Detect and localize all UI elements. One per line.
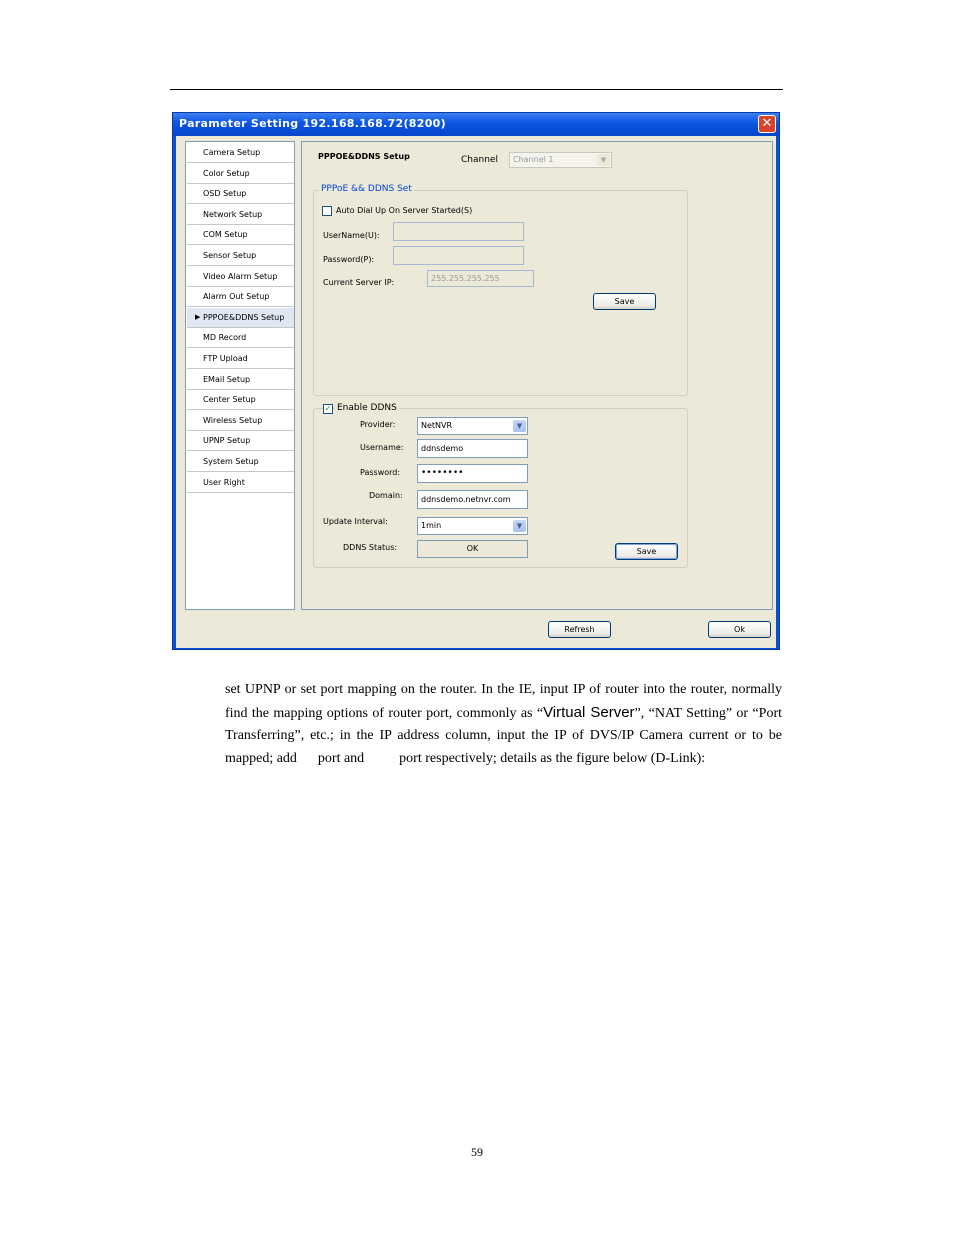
provider-label: Provider:: [360, 420, 396, 429]
chevron-down-icon: ▼: [513, 420, 526, 432]
update-interval-value: 1min: [421, 521, 442, 530]
settings-sidebar: [185, 141, 295, 610]
server-ip-field: 255.255.255.255: [427, 270, 534, 287]
sidebar-item[interactable]: [187, 164, 294, 184]
ddns-username-label: Username:: [360, 443, 404, 452]
window-title: Parameter Setting 192.168.168.72(8200): [179, 117, 446, 130]
ok-button[interactable]: Ok: [708, 621, 771, 638]
pppoe-username-input[interactable]: [393, 222, 524, 241]
pppoe-save-button[interactable]: Save: [593, 293, 656, 310]
sidebar-item[interactable]: [187, 287, 294, 307]
sidebar-item-label: Wireless Setup: [203, 415, 263, 425]
sidebar-item[interactable]: [187, 246, 294, 266]
update-interval-label: Update Interval:: [323, 517, 388, 526]
server-ip-label: Current Server IP:: [323, 278, 395, 287]
sidebar-item-label: OSD Setup: [203, 189, 247, 199]
sidebar-item-label: EMail Setup: [203, 374, 251, 384]
refresh-button[interactable]: Refresh: [548, 621, 611, 638]
sidebar-item[interactable]: [187, 411, 294, 431]
body-paragraph: [225, 679, 782, 770]
sidebar-item-label: Network Setup: [203, 209, 263, 219]
ddns-save-button[interactable]: Save: [615, 543, 678, 560]
sidebar-item[interactable]: [187, 308, 294, 328]
page-number: 59: [471, 1145, 483, 1159]
pppoe-username-label: UserName(U):: [323, 231, 380, 240]
sidebar-item[interactable]: [187, 370, 294, 390]
ddns-status-field: OK: [417, 540, 528, 558]
sidebar-item-label: Video Alarm Setup: [203, 271, 278, 281]
sidebar-item[interactable]: [187, 267, 294, 287]
domain-label: Domain:: [369, 491, 403, 500]
sidebar-item[interactable]: [187, 452, 294, 472]
selected-arrow-icon: ▶: [195, 312, 201, 321]
chevron-down-icon: ▼: [597, 154, 610, 166]
auto-dial-checkbox[interactable]: [322, 206, 332, 216]
sidebar-item-label: MD Record: [203, 333, 247, 343]
sidebar-item-label: COM Setup: [203, 230, 248, 240]
sidebar-item-label: Color Setup: [203, 168, 250, 178]
pppoe-group-title: PPPoE && DDNS Set: [321, 184, 412, 194]
enable-ddns-checkbox[interactable]: ✓: [324, 404, 332, 413]
sidebar-item[interactable]: [187, 143, 294, 163]
sidebar-item[interactable]: [187, 328, 294, 348]
chevron-down-icon: ▼: [513, 520, 526, 532]
update-interval-select[interactable]: [417, 517, 528, 535]
sidebar-item[interactable]: [187, 431, 294, 451]
panel-title: PPPOE&DDNS Setup: [318, 152, 410, 161]
sidebar-item-label: System Setup: [203, 457, 259, 466]
dialog-client-area: [176, 136, 776, 648]
channel-select-value: Channel 1: [513, 155, 554, 164]
sidebar-item[interactable]: [187, 225, 294, 245]
sidebar-item[interactable]: [187, 184, 294, 204]
paragraph-text-2: ”, “NAT Setting” or “Port Transferring”, etc.; in the IP address column, input the IP of DVS/IP Camera current or to be mapped; add port and port respectively; details as the figure below (D-Link):: [225, 705, 783, 766]
ddns-status-label: DDNS Status:: [343, 543, 398, 552]
channel-label: Channel: [461, 155, 498, 165]
sidebar-item-label: FTP Upload: [203, 354, 248, 363]
pppoe-password-label: Password(P):: [323, 255, 375, 264]
pppoe-ddns-panel: [301, 141, 773, 610]
title-bar[interactable]: [173, 113, 779, 136]
sidebar-item-label: UPNP Setup: [203, 436, 251, 446]
ddns-password-input[interactable]: ••••••••: [417, 464, 528, 483]
close-icon[interactable]: ✕: [758, 115, 776, 133]
header-rule: [170, 89, 783, 90]
sidebar-item-label: Camera Setup: [203, 148, 261, 157]
enable-ddns-label: Enable DDNS: [337, 403, 397, 413]
parameter-setting-dialog: [172, 112, 780, 650]
channel-select[interactable]: [509, 152, 612, 168]
sidebar-item[interactable]: [187, 205, 294, 225]
ddns-password-label: Password:: [360, 468, 401, 477]
ddns-username-input[interactable]: ddnsdemo: [417, 439, 528, 458]
paragraph-text-1: set UPNP or set port mapping on the router. In the IE, input IP of router into the router, normally find the mapping options of router port, commonly as “: [225, 682, 782, 721]
ddns-group: [313, 403, 688, 568]
sidebar-item-label: Sensor Setup: [203, 251, 257, 260]
provider-select-value: NetNVR: [421, 421, 453, 430]
pppoe-group: [313, 184, 688, 396]
sidebar-item[interactable]: [187, 473, 294, 493]
sidebar-item[interactable]: [187, 390, 294, 410]
sidebar-item-label: Alarm Out Setup: [203, 292, 270, 302]
pppoe-password-input[interactable]: [393, 246, 524, 265]
sidebar-item-label: Center Setup: [203, 395, 256, 405]
provider-select[interactable]: [417, 417, 528, 435]
sidebar-item-label: User Right: [203, 477, 245, 487]
domain-input[interactable]: ddnsdemo.netnvr.com: [417, 490, 528, 509]
sidebar-item-label: PPPOE&DDNS Setup: [203, 312, 285, 322]
auto-dial-label: Auto Dial Up On Server Started(S): [336, 206, 473, 215]
virtual-server-text: Virtual Server: [543, 703, 635, 721]
sidebar-item[interactable]: [187, 349, 294, 369]
